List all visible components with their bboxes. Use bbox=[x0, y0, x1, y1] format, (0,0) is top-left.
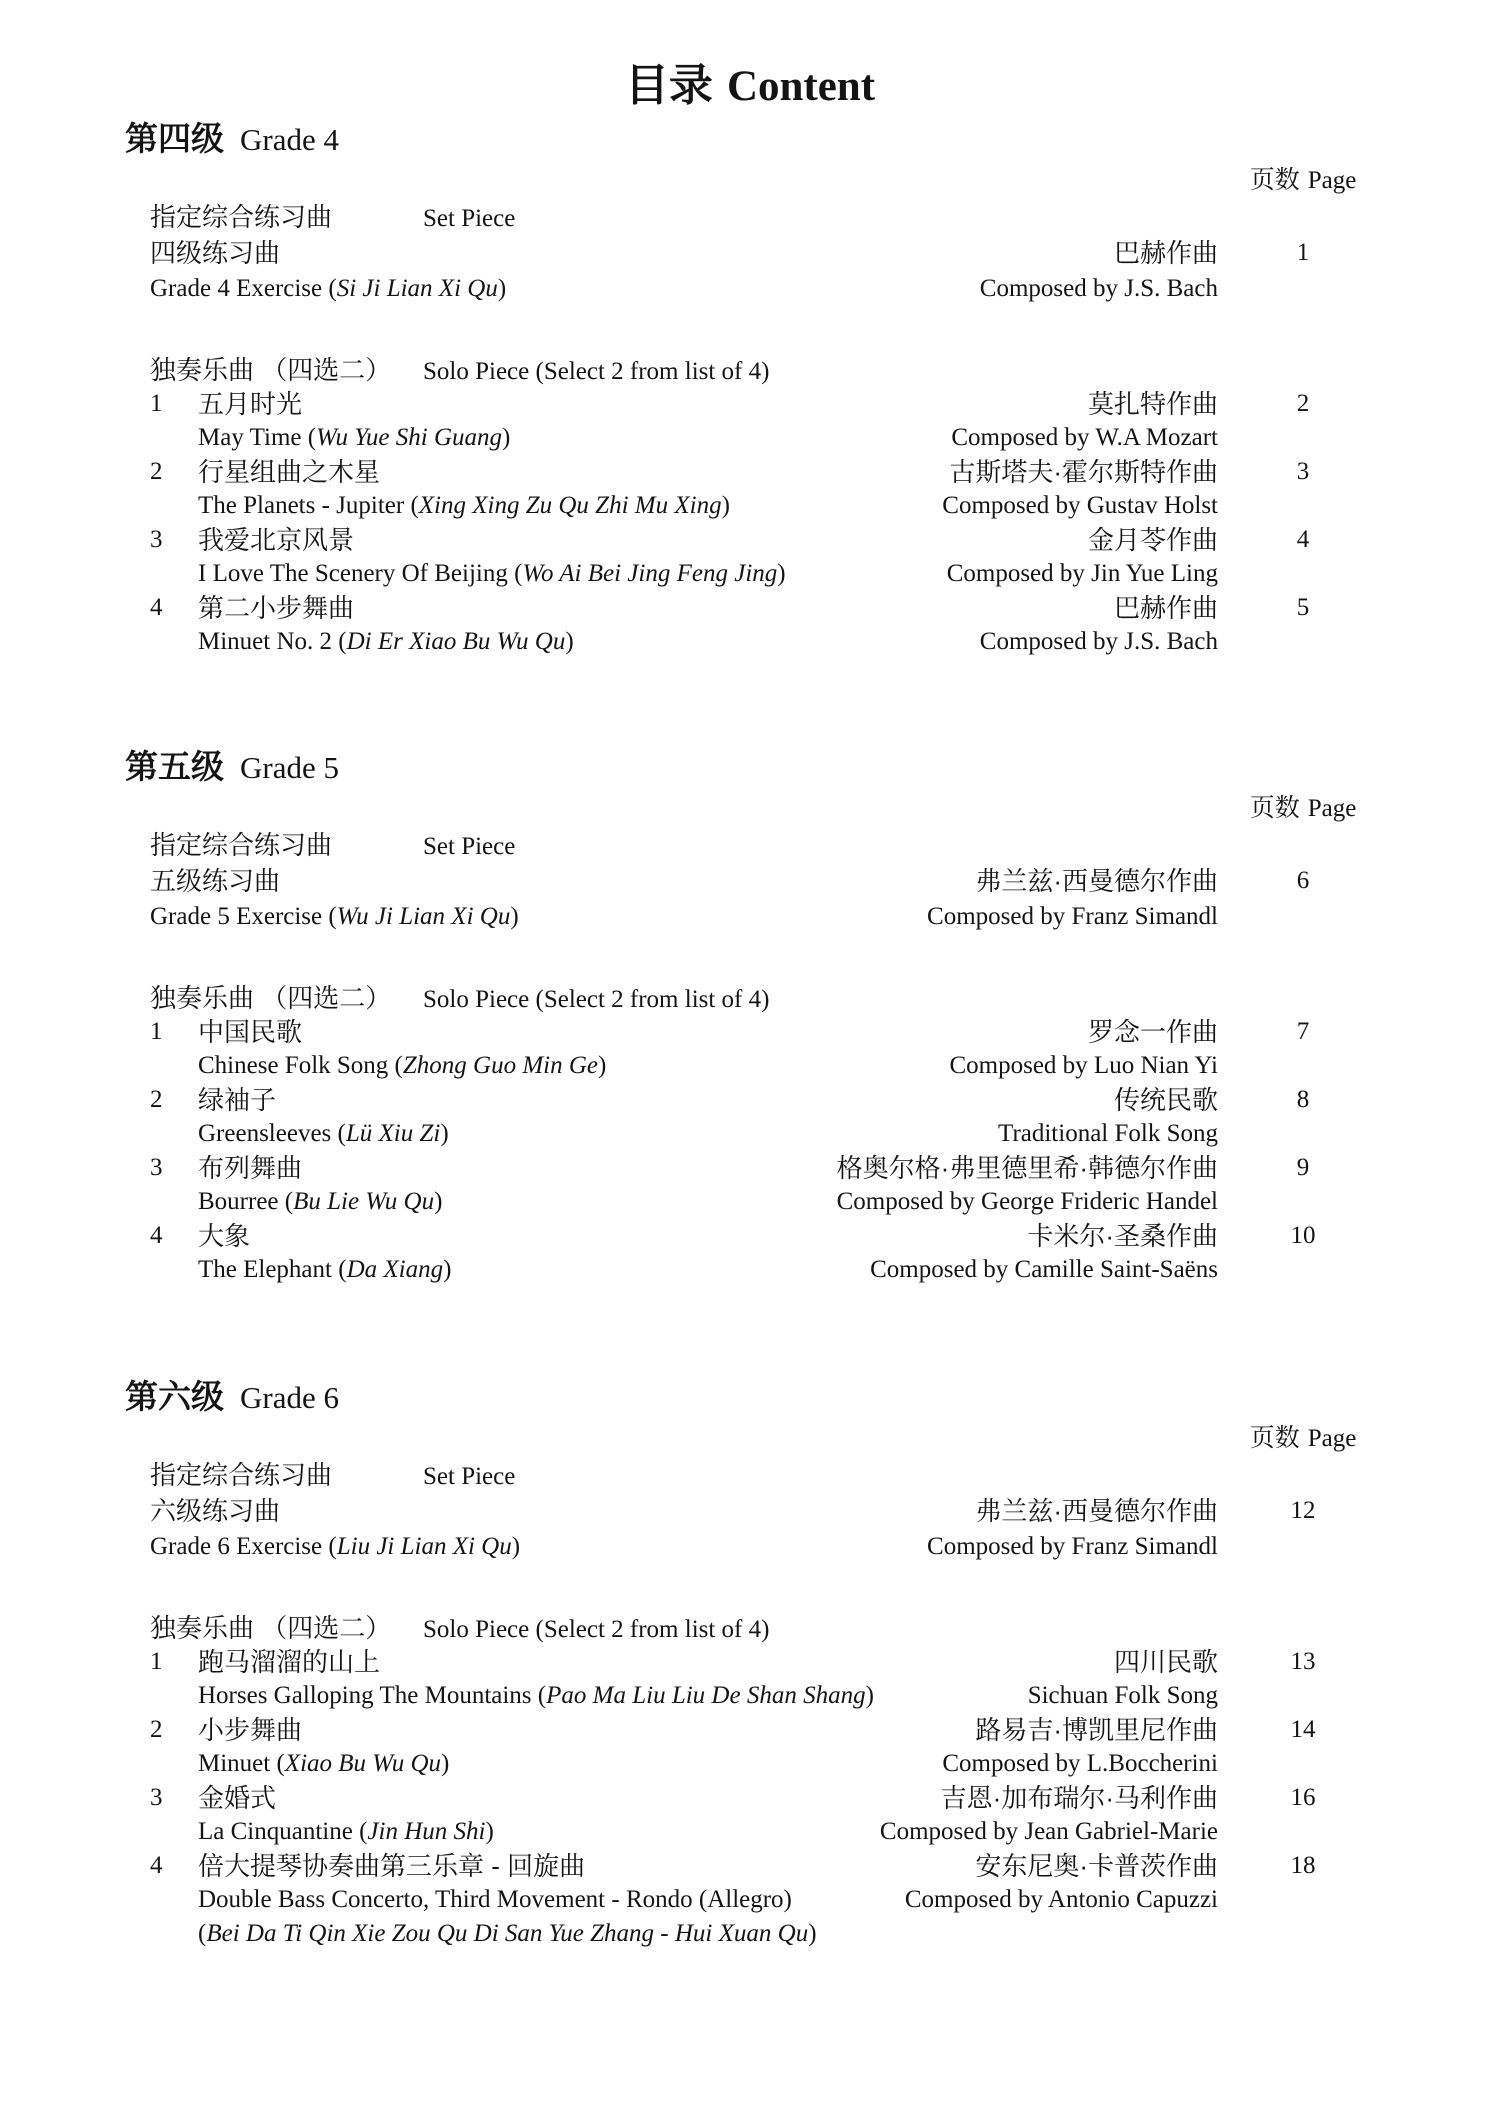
piece-title-en-text: Horses Galloping The Mountains bbox=[198, 1682, 532, 1709]
piece-titles bbox=[150, 1219, 870, 1287]
piece-pinyin: ( Jin Hun Shi ) bbox=[359, 1818, 494, 1845]
page-number-cell bbox=[1218, 455, 1388, 489]
piece-row bbox=[150, 591, 1500, 659]
page-title bbox=[0, 62, 1500, 111]
page-number-cell bbox=[1218, 591, 1388, 625]
page-number: 2 bbox=[1296, 390, 1310, 417]
piece-title-cn: 布列舞曲 bbox=[198, 1153, 303, 1183]
set-piece-composer bbox=[870, 863, 1218, 935]
piece-titles bbox=[150, 455, 870, 523]
piece-title-en-text: Minuet bbox=[198, 1750, 271, 1777]
page-column-header-cn: 页数 bbox=[1249, 166, 1300, 194]
solo-piece-label-en: Solo Piece (Select 2 from list of 4) bbox=[423, 1616, 770, 1643]
piece-number: 2 bbox=[150, 458, 163, 485]
composer-cn: 莫扎特作曲 bbox=[1087, 389, 1218, 419]
piece-row bbox=[150, 1713, 1500, 1781]
piece-title-en bbox=[198, 421, 510, 455]
set-piece-titles bbox=[150, 235, 870, 307]
piece-title-cn: 第二小步舞曲 bbox=[198, 593, 355, 623]
piece-titles bbox=[150, 1781, 870, 1849]
page-column-header bbox=[1218, 165, 1388, 195]
set-piece-composer bbox=[870, 1493, 1218, 1565]
composer-en: Sichuan Folk Song bbox=[1027, 1682, 1218, 1709]
piece-title-cn: 跑马溜溜的山上 bbox=[198, 1647, 381, 1677]
piece-title-en bbox=[198, 625, 574, 659]
composer-cn: 传统民歌 bbox=[1113, 1085, 1218, 1115]
composer-en: Composed by Jin Yue Ling bbox=[946, 560, 1218, 587]
piece-pinyin: ( Wu Yue Shi Guang ) bbox=[308, 424, 511, 451]
piece-title-cn: 大象 bbox=[198, 1221, 251, 1251]
set-piece-titles bbox=[150, 863, 870, 935]
page-number: 8 bbox=[1296, 1086, 1310, 1113]
piece-title-en-text: Greensleeves bbox=[198, 1120, 332, 1147]
composer-cn: 罗念一作曲 bbox=[1087, 1017, 1218, 1047]
composer-en: Composed by Luo Nian Yi bbox=[949, 1052, 1218, 1079]
set-piece-row bbox=[150, 863, 1500, 935]
set-piece-title-en-text: Grade 4 Exercise bbox=[150, 275, 323, 302]
piece-number: 3 bbox=[150, 526, 163, 553]
solo-piece-label-row bbox=[150, 353, 1500, 387]
solo-piece-label-row bbox=[150, 981, 1500, 1015]
page-number: 14 bbox=[1290, 1716, 1316, 1743]
piece-composer bbox=[870, 1645, 1218, 1713]
page-number: 9 bbox=[1296, 1154, 1310, 1181]
page-number-cell bbox=[1218, 1015, 1388, 1049]
piece-titles bbox=[150, 591, 870, 659]
composer-cn: 吉恩·加布瑞尔·马利作曲 bbox=[940, 1783, 1218, 1813]
piece-composer bbox=[870, 1083, 1218, 1151]
set-piece-label-row bbox=[150, 827, 1500, 863]
piece-title-en-text: The Planets - Jupiter bbox=[198, 492, 405, 519]
piece-title-en-text: Bourree bbox=[198, 1188, 279, 1215]
set-piece-label-row bbox=[150, 1457, 1500, 1493]
solo-piece-label-row bbox=[150, 1611, 1500, 1645]
set-piece-label-en: Set Piece bbox=[423, 833, 516, 860]
composer-en: Composed by Gustav Holst bbox=[942, 492, 1218, 519]
piece-number: 4 bbox=[150, 594, 163, 621]
piece-number: 1 bbox=[150, 390, 163, 417]
page-number-cell bbox=[1218, 1219, 1388, 1253]
page-column-header-en: Page bbox=[1307, 795, 1357, 822]
set-piece-title-en bbox=[150, 1529, 870, 1565]
grade-6-heading bbox=[125, 1377, 1500, 1417]
piece-pinyin: ( Da Xiang ) bbox=[338, 1256, 451, 1283]
piece-row bbox=[150, 1083, 1500, 1151]
piece-title-en-text: La Cinquantine bbox=[198, 1818, 353, 1845]
piece-titles bbox=[150, 1083, 870, 1151]
composer-en: Composed by Antonio Capuzzi bbox=[904, 1886, 1218, 1913]
page-number: 4 bbox=[1296, 526, 1310, 553]
piece-composer bbox=[870, 455, 1218, 523]
piece-pinyin: ( Zhong Guo Min Ge ) bbox=[395, 1052, 607, 1079]
composer-en: Composed by W.A Mozart bbox=[951, 424, 1218, 451]
composer-en: Composed by Franz Simandl bbox=[927, 1533, 1218, 1560]
set-piece-label-row bbox=[150, 199, 1500, 235]
composer-cn: 安东尼奥·卡普茨作曲 bbox=[975, 1851, 1218, 1881]
set-piece-title-cn: 四级练习曲 bbox=[150, 238, 281, 268]
piece-titles bbox=[150, 1015, 870, 1083]
piece-title-en bbox=[198, 1253, 451, 1287]
composer-cn: 路易吉·博凯里尼作曲 bbox=[975, 1715, 1218, 1745]
set-piece-label-cn: 指定综合练习曲 bbox=[150, 830, 333, 860]
composer-cn: 巴赫作曲 bbox=[1113, 593, 1218, 623]
composer-en: Composed by J.S. Bach bbox=[979, 275, 1218, 302]
composer-en: Composed by Jean Gabriel-Marie bbox=[879, 1818, 1218, 1845]
piece-title-en bbox=[198, 1815, 494, 1849]
solo-piece-label-cn: 独奏乐曲 （四选二） bbox=[150, 355, 392, 385]
composer-en: Composed by J.S. Bach bbox=[979, 628, 1218, 655]
set-piece-row bbox=[150, 235, 1500, 307]
piece-title-cn: 金婚式 bbox=[198, 1783, 277, 1813]
page-column-header-cn: 页数 bbox=[1249, 794, 1300, 822]
piece-number: 2 bbox=[150, 1086, 163, 1113]
piece-title-en-text: May Time bbox=[198, 424, 302, 451]
piece-row bbox=[150, 455, 1500, 523]
piece-titles bbox=[150, 387, 870, 455]
piece-number: 1 bbox=[150, 1018, 163, 1045]
composer-en: Traditional Folk Song bbox=[998, 1120, 1218, 1147]
page-column-header-cn: 页数 bbox=[1249, 1424, 1300, 1452]
composer-cn: 古斯塔夫·霍尔斯特作曲 bbox=[949, 457, 1218, 487]
page-number-cell bbox=[1218, 863, 1388, 899]
page-number-cell bbox=[1218, 1493, 1388, 1529]
page-number-cell bbox=[1218, 1151, 1388, 1185]
solo-piece-label-en: Solo Piece (Select 2 from list of 4) bbox=[423, 986, 770, 1013]
piece-titles bbox=[150, 1151, 870, 1219]
composer-en: Composed by L.Boccherini bbox=[942, 1750, 1218, 1777]
set-piece-title-en-text: Grade 6 Exercise bbox=[150, 1533, 323, 1560]
page-number-cell bbox=[1218, 523, 1388, 557]
piece-row bbox=[150, 1849, 1500, 1951]
set-piece-pinyin: ( Si Ji Lian Xi Qu ) bbox=[328, 275, 506, 302]
piece-title-cn: 倍大提琴协奏曲第三乐章 - 回旋曲 bbox=[198, 1851, 586, 1881]
page-number-cell bbox=[1218, 387, 1388, 421]
page-column-header-en: Page bbox=[1307, 1425, 1357, 1452]
set-piece-label-cn: 指定综合练习曲 bbox=[150, 1460, 333, 1490]
piece-composer bbox=[836, 1151, 1218, 1219]
piece-composer bbox=[870, 523, 1218, 591]
page-number: 5 bbox=[1296, 594, 1310, 621]
page-column-header bbox=[1218, 1423, 1388, 1453]
piece-row bbox=[150, 1645, 1500, 1713]
piece-pinyin: ( Bei Da Ti Qin Xie Zou Qu Di San Yue Zhang - Hui Xuan Qu ) bbox=[198, 1920, 817, 1947]
set-piece-label-cn: 指定综合练习曲 bbox=[150, 202, 333, 232]
piece-titles bbox=[150, 523, 870, 591]
piece-composer bbox=[870, 1849, 1218, 1917]
set-piece-title-en bbox=[150, 271, 870, 307]
section-grade-6 bbox=[0, 1377, 1500, 1951]
piece-title-en bbox=[198, 1747, 449, 1781]
set-piece-titles bbox=[150, 1493, 870, 1565]
page-number: 1 bbox=[1296, 239, 1310, 266]
section-grade-5 bbox=[0, 747, 1500, 1287]
page-number-cell bbox=[1218, 1083, 1388, 1117]
piece-row bbox=[150, 387, 1500, 455]
piece-pinyin: ( Wo Ai Bei Jing Feng Jing ) bbox=[514, 560, 785, 587]
piece-composer bbox=[870, 387, 1218, 455]
piece-title-en bbox=[198, 489, 730, 523]
set-piece-row bbox=[150, 1493, 1500, 1565]
piece-title-en-text: Chinese Folk Song bbox=[198, 1052, 389, 1079]
piece-row bbox=[150, 1219, 1500, 1287]
page-number: 16 bbox=[1290, 1784, 1316, 1811]
page-number: 7 bbox=[1296, 1018, 1310, 1045]
piece-number: 3 bbox=[150, 1154, 163, 1181]
piece-title-en bbox=[198, 557, 786, 591]
page-number: 10 bbox=[1290, 1222, 1316, 1249]
grade-5-heading bbox=[125, 747, 1500, 787]
piece-number: 2 bbox=[150, 1716, 163, 1743]
piece-titles bbox=[150, 1849, 870, 1951]
set-piece-title-cn: 五级练习曲 bbox=[150, 866, 281, 896]
piece-composer bbox=[870, 1015, 1218, 1083]
composer-en: Composed by Franz Simandl bbox=[927, 903, 1218, 930]
piece-pinyin: ( Lü Xiu Zi ) bbox=[338, 1120, 449, 1147]
piece-pinyin: ( Bu Lie Wu Qu ) bbox=[285, 1188, 443, 1215]
page-title-cn: 目录 bbox=[624, 61, 713, 110]
set-piece-pinyin: ( Wu Ji Lian Xi Qu ) bbox=[328, 903, 518, 930]
set-piece-composer bbox=[870, 235, 1218, 307]
piece-row bbox=[150, 523, 1500, 591]
composer-en: Composed by George Frideric Handel bbox=[836, 1188, 1218, 1215]
page-number: 18 bbox=[1290, 1852, 1316, 1879]
piece-pinyin: ( Di Er Xiao Bu Wu Qu ) bbox=[338, 628, 573, 655]
set-piece-title-cn: 六级练习曲 bbox=[150, 1496, 281, 1526]
page-title-en: Content bbox=[726, 63, 876, 110]
grade-4-heading-en: Grade 4 bbox=[240, 122, 339, 157]
composer-cn: 格奥尔格·弗里德里希·韩德尔作曲 bbox=[836, 1153, 1218, 1183]
piece-title-en bbox=[198, 1117, 449, 1151]
composer-cn: 卡米尔·圣桑作曲 bbox=[1027, 1221, 1218, 1251]
page-number-cell bbox=[1218, 1645, 1388, 1679]
grade-4-heading-cn: 第四级 bbox=[125, 120, 224, 157]
page-number: 12 bbox=[1290, 1497, 1316, 1524]
piece-title-en-text: I Love The Scenery Of Beijing bbox=[198, 560, 508, 587]
page-number-cell bbox=[1218, 235, 1388, 271]
page-number-cell bbox=[1218, 1781, 1388, 1815]
grade-5-heading-cn: 第五级 bbox=[125, 748, 224, 785]
solo-piece-label-cn: 独奏乐曲 （四选二） bbox=[150, 1613, 392, 1643]
page-number-cell bbox=[1218, 1849, 1388, 1883]
composer-cn: 巴赫作曲 bbox=[1113, 238, 1218, 268]
composer-en: Composed by Camille Saint-Saëns bbox=[870, 1256, 1218, 1283]
piece-titles bbox=[150, 1713, 870, 1781]
page-number: 13 bbox=[1290, 1648, 1316, 1675]
grade-4-heading bbox=[125, 119, 1500, 159]
piece-pinyin: ( Xing Xing Zu Qu Zhi Mu Xing ) bbox=[410, 492, 729, 519]
grade-6-heading-cn: 第六级 bbox=[125, 1378, 224, 1415]
set-piece-pinyin: ( Liu Ji Lian Xi Qu ) bbox=[328, 1533, 520, 1560]
piece-composer bbox=[870, 1713, 1218, 1781]
piece-composer bbox=[870, 1219, 1218, 1287]
piece-number: 4 bbox=[150, 1222, 163, 1249]
piece-title-en: Double Bass Concerto, Third Movement - Rondo (Allegro) bbox=[198, 1886, 792, 1913]
piece-titles bbox=[150, 1645, 870, 1713]
piece-row bbox=[150, 1151, 1500, 1219]
solo-piece-label-en: Solo Piece (Select 2 from list of 4) bbox=[423, 358, 770, 385]
page-number: 6 bbox=[1296, 867, 1310, 894]
piece-row bbox=[150, 1781, 1500, 1849]
piece-row bbox=[150, 1015, 1500, 1083]
piece-title-cn: 五月时光 bbox=[198, 389, 303, 419]
piece-title-cn: 行星组曲之木星 bbox=[198, 457, 381, 487]
set-piece-label-en: Set Piece bbox=[423, 1463, 516, 1490]
grade-6-heading-en: Grade 6 bbox=[240, 1380, 339, 1415]
piece-number: 3 bbox=[150, 1784, 163, 1811]
page-number: 3 bbox=[1296, 458, 1310, 485]
piece-composer bbox=[870, 1781, 1218, 1849]
piece-title-en-text: The Elephant bbox=[198, 1256, 332, 1283]
piece-title-cn: 我爱北京风景 bbox=[198, 525, 355, 555]
piece-composer bbox=[870, 591, 1218, 659]
composer-cn: 四川民歌 bbox=[1113, 1647, 1218, 1677]
solo-piece-label-cn: 独奏乐曲 （四选二） bbox=[150, 983, 392, 1013]
piece-title-en bbox=[198, 1049, 606, 1083]
piece-pinyin: ( Pao Ma Liu Liu De Shan Shang ) bbox=[538, 1682, 874, 1709]
piece-title-en bbox=[198, 1679, 874, 1713]
set-piece-title-en bbox=[150, 899, 870, 935]
set-piece-label-en: Set Piece bbox=[423, 205, 516, 232]
composer-cn: 弗兰兹·西曼德尔作曲 bbox=[975, 1496, 1218, 1526]
page-column-header-en: Page bbox=[1307, 167, 1357, 194]
piece-title-cn: 绿袖子 bbox=[198, 1085, 277, 1115]
piece-title-en-text: Minuet No. 2 bbox=[198, 628, 333, 655]
grade-5-heading-en: Grade 5 bbox=[240, 750, 339, 785]
piece-title-cn: 中国民歌 bbox=[198, 1017, 303, 1047]
page-number-cell bbox=[1218, 1713, 1388, 1747]
piece-pinyin-line bbox=[198, 1917, 817, 1951]
section-grade-4 bbox=[0, 119, 1500, 659]
composer-cn: 弗兰兹·西曼德尔作曲 bbox=[975, 866, 1218, 896]
piece-title-en bbox=[198, 1185, 442, 1219]
piece-title-cn: 小步舞曲 bbox=[198, 1715, 303, 1745]
page-column-header bbox=[1218, 793, 1388, 823]
piece-number: 4 bbox=[150, 1852, 163, 1879]
piece-pinyin: ( Xiao Bu Wu Qu ) bbox=[276, 1750, 449, 1777]
composer-cn: 金月苓作曲 bbox=[1087, 525, 1218, 555]
set-piece-title-en-text: Grade 5 Exercise bbox=[150, 903, 323, 930]
piece-number: 1 bbox=[150, 1648, 163, 1675]
